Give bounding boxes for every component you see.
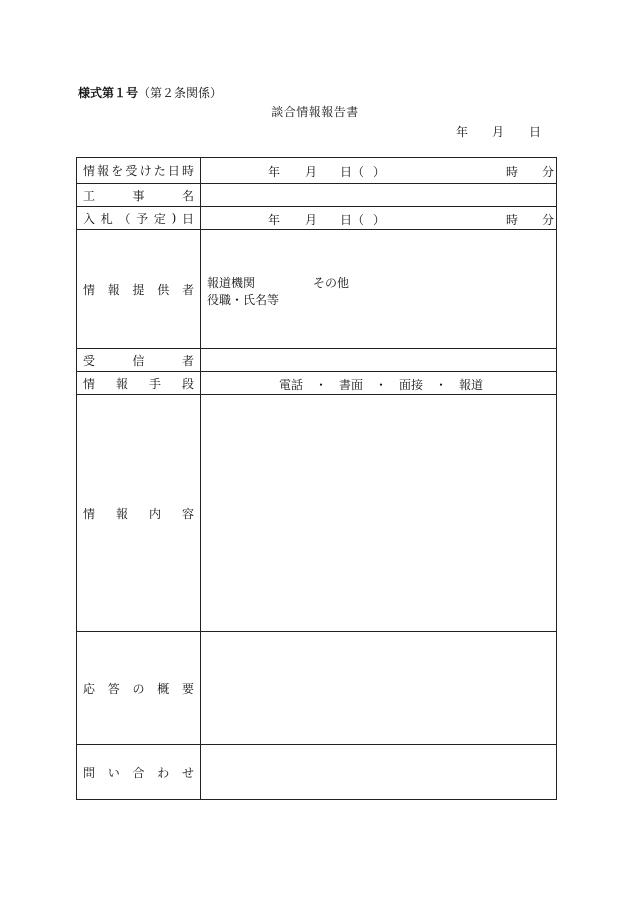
- report-date-year: 年: [456, 125, 469, 139]
- report-table: [76, 157, 557, 800]
- bid-month: 月: [305, 213, 318, 227]
- report-date-day: 日: [529, 125, 542, 139]
- bid-minute: 分: [542, 213, 555, 227]
- field-information-content[interactable]: [201, 395, 556, 631]
- document-title: 談合情報報告書: [271, 105, 359, 119]
- received-year: 年: [268, 165, 281, 179]
- form-number: 様式第１号: [78, 86, 139, 100]
- label-inquiry: 問 い 合 わ せ: [77, 745, 201, 799]
- field-information-provider[interactable]: [201, 230, 556, 348]
- form-relation: （第２条関係）: [138, 86, 223, 100]
- field-received-datetime[interactable]: [201, 158, 556, 183]
- label-response-summary: 応 答 の 概 要: [77, 632, 201, 744]
- row-information-means: [77, 371, 556, 394]
- field-project-name[interactable]: [201, 184, 556, 206]
- row-received-datetime: [77, 158, 556, 183]
- field-bid-date[interactable]: [201, 207, 556, 229]
- provider-position-name: 役職・氏名等: [207, 293, 280, 307]
- field-receiver[interactable]: [201, 349, 556, 371]
- label-receiver: 受 信 者: [77, 349, 201, 371]
- row-information-provider: [77, 229, 556, 348]
- provider-media: 報道機関: [207, 276, 256, 290]
- label-received-datetime: 情 報 を 受 け た 日 時: [77, 158, 201, 183]
- row-response-summary: [77, 631, 556, 744]
- bid-hour: 時: [506, 213, 519, 227]
- field-response-summary[interactable]: [201, 632, 556, 744]
- bid-year: 年: [268, 213, 281, 227]
- received-month: 月: [305, 165, 318, 179]
- received-minute: 分: [542, 165, 555, 179]
- label-bid-date: 入 札 （ 予 定 ) 日: [77, 207, 201, 229]
- row-receiver: [77, 348, 556, 371]
- received-day: 日（: [340, 165, 365, 179]
- label-project-name: 工 事 名: [77, 184, 201, 206]
- row-bid-date: [77, 206, 556, 229]
- provider-other: その他: [313, 276, 350, 290]
- bid-day: 日（: [340, 213, 365, 227]
- means-options: 電話 ・ 書面 ・ 面接 ・ 報道: [279, 378, 484, 392]
- row-inquiry: [77, 744, 556, 799]
- row-information-content: [77, 394, 556, 631]
- row-project-name: [77, 183, 556, 206]
- label-information-means: 情 報 手 段: [77, 372, 201, 394]
- field-inquiry[interactable]: [201, 745, 556, 799]
- received-paren-close: ）: [373, 165, 386, 179]
- label-information-content: 情 報 内 容: [77, 395, 201, 631]
- received-hour: 時: [506, 165, 519, 179]
- label-information-provider: 情 報 提 供 者: [77, 230, 201, 348]
- field-information-means[interactable]: [201, 372, 556, 394]
- form-identifier: [78, 84, 222, 101]
- report-date-month: 月: [492, 125, 505, 139]
- bid-paren-close: ）: [373, 213, 386, 227]
